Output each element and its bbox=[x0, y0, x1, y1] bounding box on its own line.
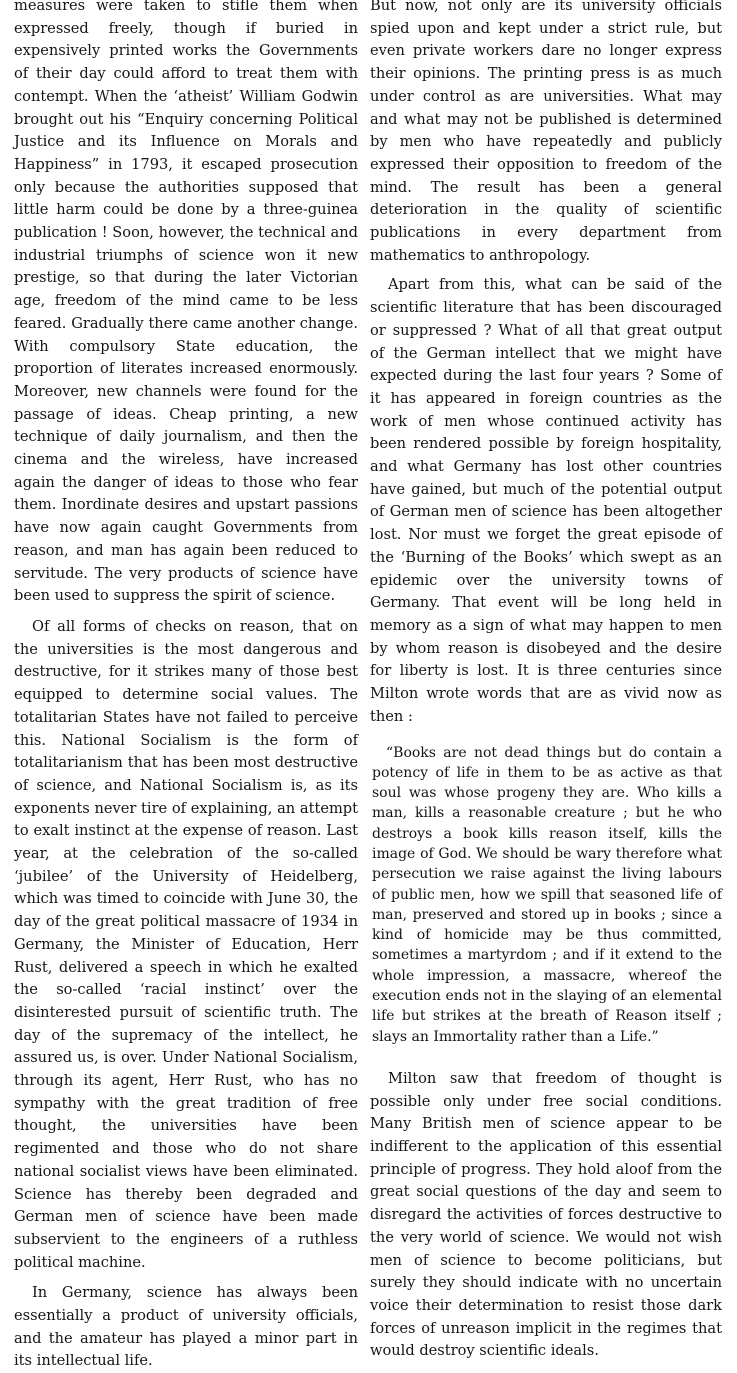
right-paragraph-3: Milton saw that freedom of thought is possible only under free social conditions. Many British men of science appear to be indifferent to the application of this essential principle of progress. They hold aloof from the great social questions of the day and seem to disregard the activities of forces destructive to the very world of science. We would not wish men of science to become politicians, but surely they should indicate with no uncertain voice their determination to resist those dark forces of unreason implicit in the regimes that would destroy scientific ideals. bbox=[370, 1069, 722, 1360]
left-paragraph-2: Of all forms of checks on reason, that on the universities is the most dangerous and destructive, for it strikes many of those best equipped to determine social values. The totalitarian States have not failed to perceive this. National Socialism is the form of totalitarianism that has been most destructive of science, and National Socialism is, as its exponents never tire of explaining, an attempt to exalt instinct at the expense of reason. Last year, at the celebration of the so-called ‘jubilee’ of the University of Heidelberg, which was timed to coincide with June 30, the day of the great political massacre of 1934 in Germany, the Minister of Education, Herr Rust, delivered a speech in which he exalted the so-called ‘racial instinct’ over the disinterested pursuit of scientific truth. The day of the supremacy of the intellect, he assured us, is over. Under National Socialism, through its agent, Herr Rust, who has no sympathy with the great tradition of free thought, the universities have been regimented and those who do not share national socialist views have been eliminated. Science has thereby been degraded and German men of science have been made subservient to the engineers of a ruthless political machine. bbox=[14, 617, 358, 1271]
left-column bbox=[14, 0, 358, 1373]
right-column bbox=[370, 0, 722, 1363]
right-paragraph-1: But now, not only are its university officials spied upon and kept under a strict rule, but even private workers dare no longer express their opinions. The printing press is as much under control as are universities. What may and what may not be published is determined by men who have repeatedly and publicly expressed their opposition to freedom of the mind. The result has been a general deterioration in the quality of scientific publications in every department from mathematics to anthropology. bbox=[370, 0, 722, 264]
quotation-text: “Books are not dead things but do contain a potency of life in them to be as active as that soul was whose progeny they are. Who kills a man, kills a reasonable creature ; but he who destroys a book kills reason itself, kills the image of God. We should be wary therefore what persecution we raise against the living labours of public men, how we spill that seasoned life of man, preserved and stored up in books ; since a kind of homicide may be thus committed, sometimes a martyrdom ; and if it extend to the whole impression, a massacre, whereof the execution ends not in the slaying of an elemental life but strikes at the breath of Reason itself ; slays an Immortality rather than a Life.” bbox=[372, 744, 722, 1045]
right-paragraph-2: Apart from this, what can be said of the scientific literature that has been discouraged or suppressed ? What of all that great output of the German intellect that we might have expected during the last four years ? Some of it has appeared in foreign countries as the work of men whose continued activity has been rendered possible by foreign hospitality, and what Germany has lost other countries have gained, but much of the potential output of German men of science has been altogether lost. Nor must we forget the great episode of the ‘Burning of the Books’ which swept as an epidemic over the university towns of Germany. That event will be long held in memory as a sign of what may happen to men by whom reason is disobeyed and the desire for liberty is lost. It is three centuries since Milton wrote words that are as vivid now as then : bbox=[370, 276, 722, 725]
milton-quotation bbox=[370, 743, 722, 1047]
left-paragraph-1: measures were taken to stifle them when expressed freely, though if buried in expensively printed works the Governments of their day could afford to treat them with contempt. When the ‘atheist’ William Godwin brought out his “Enquiry concerning Political Justice and its Influence on Morals and Happiness” in 1793, it escaped prosecution only because the authorities supposed that little harm could be done by a three-guinea publication ! Soon, however, the technical and industrial triumphs of science won it new prestige, so that during the later Victorian age, freedom of the mind came to be less feared. Gradually there came another change. With compulsory State education, the proportion of literates increased enormously. Moreover, new channels were found for the passage of ideas. Cheap printing, a new technique of daily journalism, and then the cinema and the wireless, have increased again the danger of ideas to those who fear them. Inordinate desires and upstart passions have now again caught Governments from reason, and man has again been reduced to servitude. The very products of science have been used to suppress the spirit of science. bbox=[14, 0, 358, 605]
left-paragraph-3: In Germany, science has always been essentially a product of university officials, and the amateur has played a minor part in its intellectual life. bbox=[14, 1284, 358, 1370]
